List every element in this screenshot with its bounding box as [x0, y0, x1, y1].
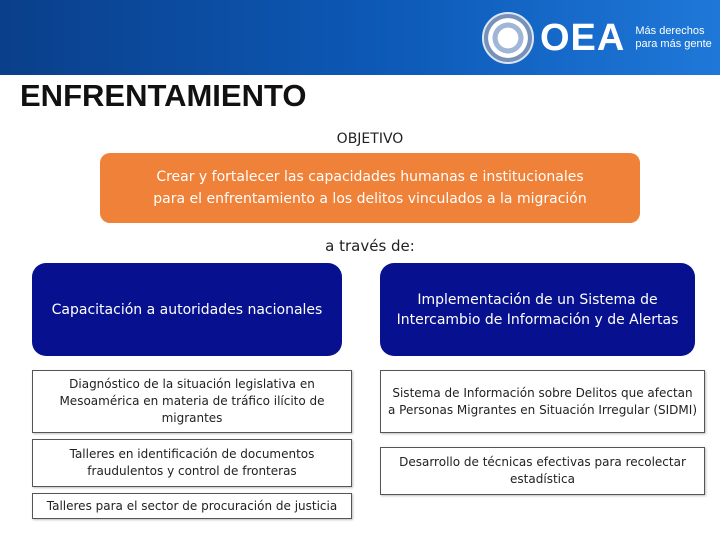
column-heading-system [380, 263, 695, 356]
logo-tagline [635, 25, 711, 51]
logo-text: OEA [540, 16, 626, 59]
connector-label: a través de: [325, 237, 415, 255]
objective-label: OBJETIVO [336, 131, 404, 147]
item-talleres-documentos [32, 439, 352, 487]
oas-seal-icon [482, 12, 534, 64]
oea-logo [482, 10, 712, 66]
item-text: Diagnóstico de la situación legislativa en Mesoamérica en materia de tráfico ilícito de migrantes [59, 377, 325, 425]
item-text: Sistema de Información sobre Delitos que afectan a Personas Migrantes en Situación Irregular (SIDMI) [388, 385, 697, 417]
item-text: Talleres para el sector de procuración de justicia [46, 498, 338, 513]
item-sidmi [380, 370, 705, 433]
item-diagnostico [32, 370, 352, 433]
tagline-line2: para más gente [635, 38, 712, 50]
header-banner [0, 0, 720, 75]
tagline-line1: Más derechos [635, 25, 705, 37]
item-talleres-justicia [32, 493, 352, 519]
item-text: Talleres en identificación de documentos fraudulentos y control de fronteras [69, 447, 315, 478]
objective-text: Crear y fortalecer las capacidades humanas e institucionales para el enfrentamiento a los delitos vinculados a la migración [153, 169, 587, 207]
column-heading-training-text: Capacitación a autoridades nacionales [51, 301, 323, 318]
item-text: Desarrollo de técnicas efectivas para recolectar estadística [399, 455, 686, 486]
objective-box [100, 153, 640, 223]
item-estadistica [380, 447, 705, 495]
slide-title: ENFRENTAMIENTO [20, 78, 307, 113]
column-heading-training [32, 263, 342, 356]
column-heading-system-text: Implementación de un Sistema de Intercambio de Información y de Alertas [396, 291, 679, 328]
